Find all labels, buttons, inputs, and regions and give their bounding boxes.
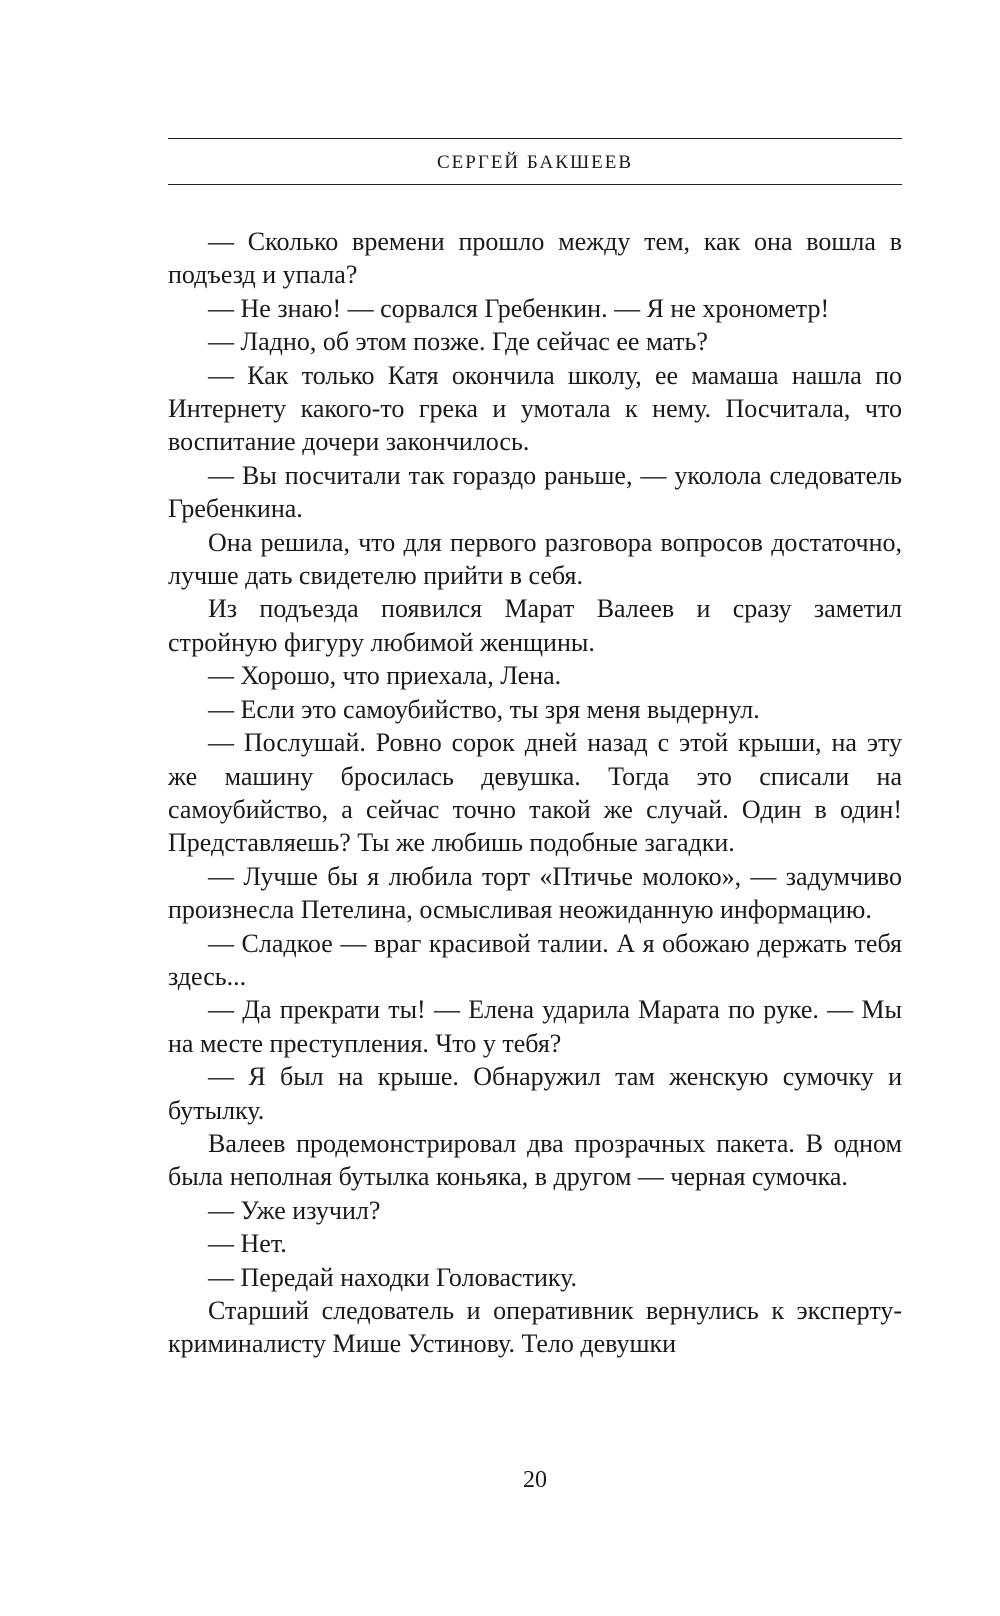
paragraph: Старший следователь и оперативник вернулись к эксперту-криминалисту Мише Устинову. Тело девушки xyxy=(168,1296,902,1359)
paragraph: Валеев продемонстрировал два прозрачных пакета. В одном была неполная бутылка коньяка, в другом — черная сумочка. xyxy=(168,1128,902,1192)
paragraph: — Послушай. Ровно сорок дней назад с этой крыши, на эту же машину бросилась девушка. Тогда это списали на самоубийство, а сейчас точно такой же случай. Один в один! Представляешь? Ты же любишь подобные загадки. xyxy=(168,728,902,858)
body-text xyxy=(168,225,902,1361)
paragraph: — Сколько времени прошло между тем, как она вошла в подъезд и упала? xyxy=(168,227,902,290)
paragraph: — Если это самоубийство, ты зря меня выдернул. xyxy=(208,694,760,724)
paragraph: — Ладно, об этом позже. Где сейчас ее мать? xyxy=(208,327,708,357)
paragraph: — Уже изучил? xyxy=(208,1195,381,1225)
paragraph: — Лучше бы я любила торт «Птичье молоко», — задумчиво произнесла Петелина, осмысливая неожиданную информацию. xyxy=(168,861,902,925)
paragraph: — Не знаю! — сорвался Гребенкин. — Я не хронометр! xyxy=(208,293,830,323)
page-number: 20 xyxy=(523,1467,547,1493)
paragraph: — Как только Катя окончила школу, ее мамаша нашла по Интернету какого-то грека и умотала к нему. Посчитала, что воспитание дочери закончилось. xyxy=(168,360,902,457)
header-rule-bottom xyxy=(168,184,902,185)
paragraph: Из подъезда появился Марат Валеев и сразу заметил стройную фигуру любимой женщины. xyxy=(168,594,902,657)
running-head-author: СЕРГЕЙ БАКШЕЕВ xyxy=(436,152,633,173)
paragraph: — Нет. xyxy=(208,1229,287,1259)
paragraph: — Сладкое — враг красивой талии. А я обожаю держать тебя здесь... xyxy=(168,928,902,991)
paragraph: — Вы посчитали так гораздо раньше, — уколола следователь Гребенкина. xyxy=(168,460,902,524)
header-rule-top xyxy=(168,138,902,139)
paragraph: — Я был на крыше. Обнаружил там женскую сумочку и бутылку. xyxy=(168,1062,902,1125)
paragraph: Она решила, что для первого разговора вопросов достаточно, лучше дать свидетелю прийти в себя. xyxy=(168,527,902,591)
paragraph: — Передай находки Головастику. xyxy=(208,1262,578,1292)
paragraph: — Хорошо, что приехала, Лена. xyxy=(208,661,562,691)
paragraph: — Да прекрати ты! — Елена ударила Марата по руке. — Мы на месте преступления. Что у тебя? xyxy=(168,995,902,1058)
